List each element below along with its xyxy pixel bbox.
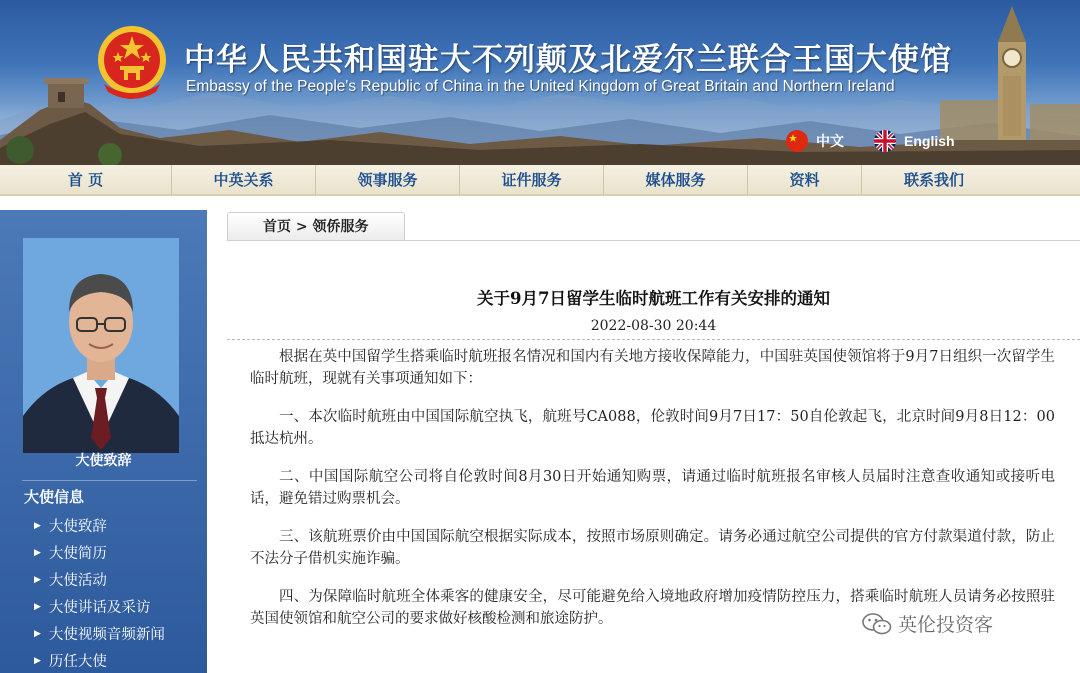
language-english-label: English bbox=[904, 133, 955, 149]
china-flag-icon bbox=[786, 130, 808, 152]
article-body bbox=[250, 346, 1055, 646]
language-chinese-link[interactable] bbox=[786, 130, 844, 152]
breadcrumb bbox=[227, 212, 405, 240]
triangle-right-icon: ▶ bbox=[34, 547, 41, 558]
sidebar bbox=[0, 210, 207, 673]
sidebar-item-former-ambassadors[interactable] bbox=[34, 647, 165, 673]
uk-flag-icon bbox=[874, 130, 896, 152]
language-chinese-label: 中文 bbox=[816, 133, 844, 149]
breadcrumb-separator: > bbox=[291, 219, 313, 235]
ambassador-photo bbox=[23, 238, 179, 453]
triangle-right-icon: ▶ bbox=[34, 628, 41, 639]
sidebar-item-label: 大使视频音频新闻 bbox=[48, 627, 165, 643]
wechat-icon bbox=[862, 612, 892, 636]
triangle-right-icon: ▶ bbox=[34, 601, 41, 612]
article-divider bbox=[227, 339, 1080, 340]
nav-item-document-services[interactable]: 证件服务 bbox=[460, 165, 604, 194]
sidebar-heading: 大使信息 bbox=[24, 488, 85, 506]
sidebar-item-label: 大使致辞 bbox=[48, 519, 107, 535]
triangle-right-icon: ▶ bbox=[34, 574, 41, 585]
sidebar-item-video-audio-news[interactable] bbox=[34, 620, 165, 647]
article-paragraph-4: 四、为保障临时航班全体乘客的健康安全，尽可能避免给入境地政府增加疫情防控压力，搭乘临时航班人员请务必按照驻英国使领馆和航空公司的要求做好核酸检测和旅途防护。 bbox=[250, 589, 1055, 627]
sidebar-item-ambassador-profile[interactable] bbox=[34, 539, 165, 566]
nav-item-home[interactable]: 首 页 bbox=[0, 165, 172, 194]
nav-item-consular-services[interactable]: 领事服务 bbox=[316, 165, 460, 194]
nav-item-contact-us[interactable]: 联系我们 bbox=[903, 171, 964, 189]
nav-item-media-services[interactable]: 媒体服务 bbox=[604, 165, 748, 194]
sidebar-item-label: 历任大使 bbox=[48, 654, 107, 670]
sidebar-item-label: 大使活动 bbox=[48, 573, 107, 589]
national-emblem-icon bbox=[94, 22, 170, 102]
triangle-right-icon: ▶ bbox=[34, 655, 41, 666]
breadcrumb-current-link[interactable]: 领侨服务 bbox=[312, 219, 369, 235]
article-date: 2022-08-30 20:44 bbox=[590, 318, 717, 334]
article-paragraph-intro: 根据在英中国留学生搭乘临时航班报名情况和国内有关地方接收保障能力，中国驻英国使领馆将于9月7日组织一次留学生临时航班，现就有关事项通知如下： bbox=[250, 349, 1055, 387]
watermark-text: 英伦投资客 bbox=[898, 614, 994, 636]
triangle-right-icon: ▶ bbox=[34, 520, 41, 531]
main-nav bbox=[0, 165, 1080, 196]
nav-item-resources[interactable]: 资料 bbox=[748, 165, 862, 194]
sidebar-menu bbox=[34, 512, 165, 673]
portrait-caption[interactable]: 大使致辞 bbox=[75, 453, 132, 469]
sidebar-item-speeches-interviews[interactable] bbox=[34, 593, 165, 620]
header-banner bbox=[0, 0, 1080, 165]
sidebar-item-label: 大使讲话及采访 bbox=[48, 600, 151, 616]
sidebar-divider bbox=[22, 480, 197, 481]
ambassador-portrait[interactable] bbox=[23, 238, 179, 453]
embassy-title-chinese: 中华人民共和国驻大不列颠及北爱尔兰联合王国大使馆 bbox=[184, 42, 952, 78]
breadcrumb-home-link[interactable]: 首页 bbox=[263, 219, 291, 235]
sidebar-item-ambassador-activities[interactable] bbox=[34, 566, 165, 593]
wechat-watermark bbox=[862, 610, 993, 637]
sidebar-item-label: 大使简历 bbox=[48, 546, 107, 562]
article-title: 关于9月7日留学生临时航班工作有关安排的通知 bbox=[477, 289, 830, 308]
nav-item-china-uk-relations[interactable]: 中英关系 bbox=[172, 165, 316, 194]
sidebar-item-ambassador-speech[interactable] bbox=[34, 512, 165, 539]
breadcrumb-rule bbox=[227, 240, 1080, 241]
language-english-link[interactable] bbox=[874, 130, 955, 152]
article-paragraph-3: 三、该航班票价由中国国际航空根据实际成本，按照市场原则确定。请务必通过航空公司提供的官方付款渠道付款，防止不法分子借机实施诈骗。 bbox=[250, 529, 1055, 567]
embassy-title-english: Embassy of the People's Republic of China in the United Kingdom of Great Britain and Northern Ireland bbox=[186, 78, 895, 95]
article-paragraph-2: 二、中国国际航空公司将自伦敦时间8月30日开始通知购票，请通过临时航班报名审核人员届时注意查收通知或接听电话，避免错过购票机会。 bbox=[250, 469, 1055, 507]
article-paragraph-1: 一、本次临时航班由中国国际航空执飞，航班号CA088，伦敦时间9月7日17：50自伦敦起飞，北京时间9月8日12：00抵达杭州。 bbox=[250, 409, 1055, 447]
